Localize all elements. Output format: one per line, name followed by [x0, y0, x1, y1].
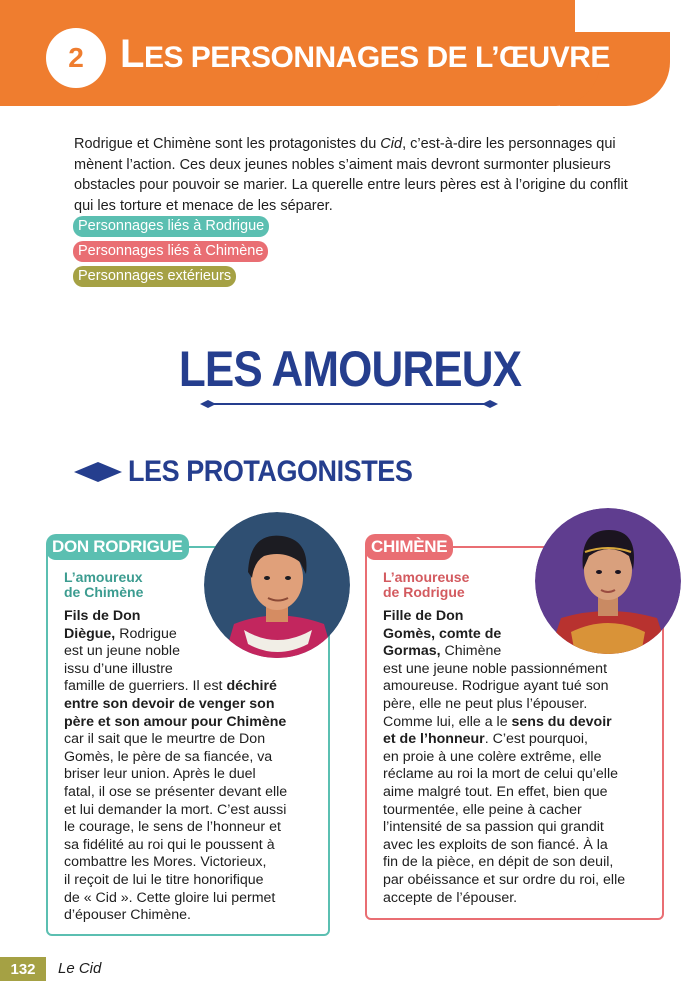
header-torn-edge: [575, 0, 700, 32]
text-line: [383, 749, 625, 767]
plain-text: fatal, il ose se présenter devant elle: [64, 783, 288, 800]
plain-text: est une jeune noble passionnément: [383, 660, 608, 677]
plain-text: aime malgré tout. En effet, bien que: [383, 783, 608, 800]
book-title: Le Cid: [58, 960, 102, 977]
text-line: [383, 784, 625, 802]
plain-text: fin de la pièce, en dépit de son deuil,: [383, 854, 614, 871]
legend-chimene: Personnages liés à Chimène: [73, 241, 268, 262]
plain-text: et lui demander la mort. C’est aussi: [64, 801, 287, 818]
text-line: [64, 907, 287, 925]
chapter-number-badge: 2: [46, 28, 106, 88]
bold-text: déchiré: [226, 678, 277, 695]
text-line: [383, 819, 625, 837]
bold-text: et de l’honneur: [383, 731, 485, 748]
text-line: [383, 837, 625, 855]
rodrigue-name-label: DON RODRIGUE: [46, 534, 189, 560]
plain-text: Gomès, le père de sa fiancée, va: [64, 748, 273, 765]
rodrigue-description: [64, 608, 287, 925]
plain-text: par obéissance et sur ordre du roi, elle: [383, 871, 626, 888]
bold-text: Fille de Don: [383, 608, 464, 624]
page-title: LES PERSONNAGES DE L’ŒUVRE: [120, 32, 610, 76]
plain-text: briser leur union. Après le duel: [64, 766, 256, 783]
text-line: [64, 731, 287, 749]
text-line: [383, 766, 625, 784]
plain-text: d’épouser Chimène.: [64, 907, 191, 924]
text-line: [383, 678, 625, 696]
text-line: [383, 872, 625, 890]
plain-text: issu d’une illustre: [64, 660, 173, 677]
subsection-heading: [74, 455, 444, 489]
text-line: [383, 802, 625, 820]
chimene-subtitle: L’amoureuse de Rodrigue: [383, 569, 470, 600]
bold-text: Gomès, comte de: [383, 625, 502, 642]
page-number: 132: [0, 957, 46, 981]
legend-exterieurs: Personnages extérieurs: [73, 266, 236, 287]
text-line: [383, 890, 625, 908]
text-line: [64, 714, 287, 732]
plain-text: est un jeune noble: [64, 643, 180, 660]
plain-text: père, elle ne peut plus l’épouser.: [383, 695, 588, 712]
text-line: [64, 819, 287, 837]
chimene-portrait: [535, 508, 681, 654]
legend-rodrigue: Personnages liés à Rodrigue: [73, 216, 269, 237]
text-line: [383, 696, 625, 714]
text-line: [64, 678, 287, 696]
plain-text: avec les exploits de son fiancé. À la: [383, 836, 608, 853]
plain-text: l’intensité de sa passion qui grandit: [383, 819, 604, 836]
subsection-title: LES PROTAGONISTES: [128, 455, 413, 488]
plain-text: de « Cid ». Cette gloire lui permet: [64, 889, 276, 906]
section-title: LES AMOUREUX: [178, 341, 522, 397]
text-line: [64, 661, 287, 679]
intro-paragraph: Rodrigue et Chimène sont les protagonistes du Cid, c’est-à-dire les personnages qui mènent l’action. Ces deux jeunes nobles s’aiment mais devront surmonter plusieurs obstacles pour pouvoir se marier. La querelle entre leurs pères est à l’origine du conflit qui les torture et menace de les séparer.: [74, 136, 628, 214]
text-line: [64, 802, 287, 820]
bold-text: père et son amour pour Chimène: [64, 713, 287, 730]
bold-text: Diègue,: [64, 625, 116, 642]
text-line: [64, 854, 287, 872]
plain-text: le courage, le sens de l’honneur et: [64, 819, 281, 836]
plain-text: amoureuse. Rodrigue ayant tué son: [383, 678, 609, 695]
text-line: [64, 766, 287, 784]
plain-text: Rodrigue: [115, 625, 177, 642]
text-line: [383, 661, 625, 679]
plain-text: réclame au roi la mort de celui qu’elle: [383, 766, 618, 783]
plain-text: il reçoit de lui le titre honorifique: [64, 871, 264, 888]
text-line: [383, 854, 625, 872]
rodrigue-portrait: [204, 512, 350, 658]
text-line: [383, 731, 625, 749]
rodrigue-subtitle: L’amoureux de Chimène: [64, 569, 144, 600]
text-line: [383, 714, 625, 732]
text-line: [64, 696, 287, 714]
ornament-divider-icon: [200, 398, 498, 410]
plain-text: accepte de l’épouser.: [383, 889, 518, 906]
bold-text: sens du devoir: [511, 713, 612, 730]
chimene-name-label: CHIMÈNE: [365, 534, 453, 560]
plain-text: . C’est pourquoi,: [484, 731, 588, 748]
diamond-bullet-icon: [74, 462, 122, 482]
chimene-description: [383, 608, 625, 907]
plain-text: famille de guerriers. Il est: [64, 678, 227, 695]
text-line: [64, 784, 287, 802]
text-line: [64, 749, 287, 767]
plain-text: Comme lui, elle a le: [383, 713, 512, 730]
character-legend: [73, 216, 269, 291]
plain-text: en proie à une colère extrême, elle: [383, 748, 602, 765]
plain-text: sa fidélité au roi qui le poussent à: [64, 836, 275, 853]
text-line: [64, 890, 287, 908]
plain-text: combattre les Mores. Victorieux,: [64, 854, 267, 871]
plain-text: car il sait que le meurtre de Don: [64, 731, 266, 748]
text-line: [64, 837, 287, 855]
plain-text: tourmentée, elle peine à cacher: [383, 801, 582, 818]
text-line: [64, 872, 287, 890]
bold-text: Gormas,: [383, 643, 441, 660]
plain-text: Chimène: [440, 643, 502, 660]
bold-text: entre son devoir de venger son: [64, 695, 275, 712]
bold-text: Fils de Don: [64, 608, 141, 624]
